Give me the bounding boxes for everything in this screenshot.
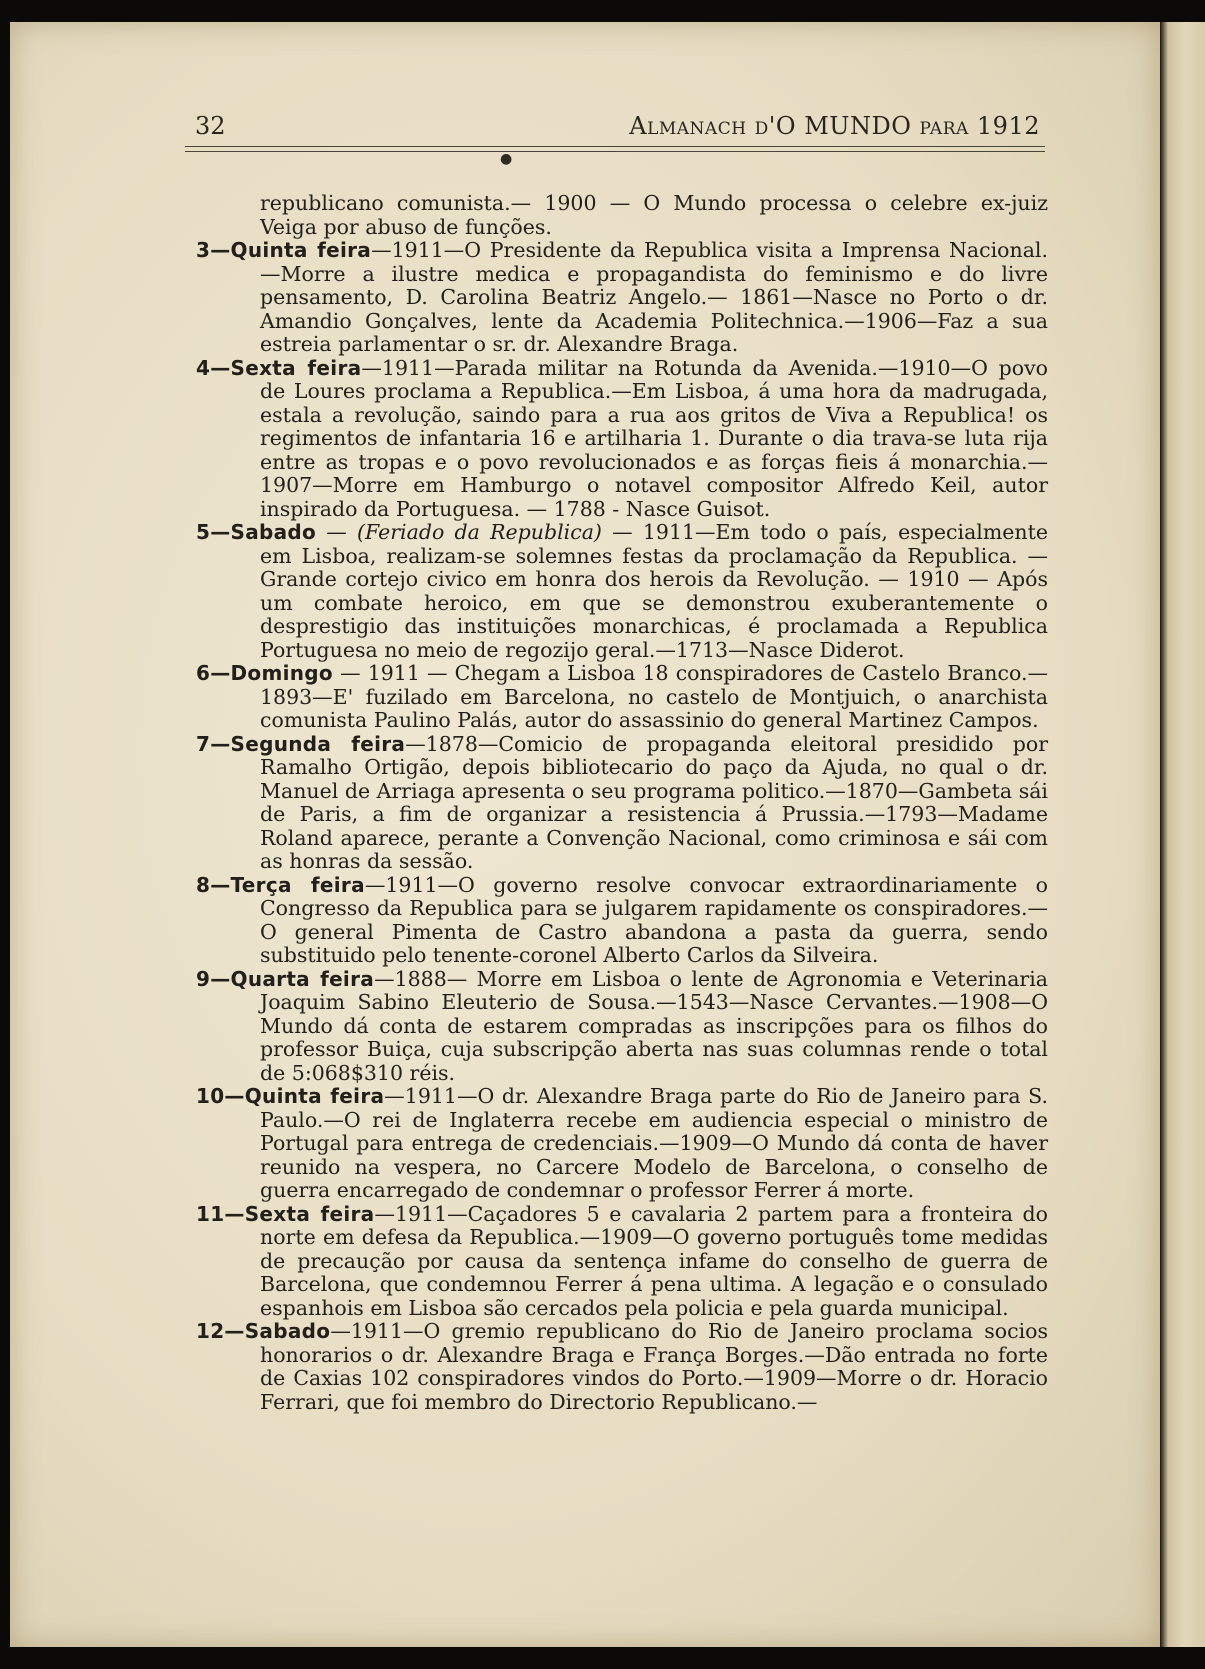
intro-text: republicano comunista.— 1900 — O Mundo processa o celebre ex-juiz Veiga por abuso de funções. [260, 191, 1048, 239]
entry-text: —1911—Caçadores 5 e cavalaria 2 partem para a fronteira do norte em defesa da Republica.—1909—O governo português tome medidas de precaução por causa da sentença infame do conselho de guerra de Barcelona, que condemnou Ferrer á pena ultima. A legação e o consulado espanhois em Lisboa são cercados pela policia e pela guarda municipal. [260, 1201, 1049, 1320]
entry-7 [196, 733, 1048, 874]
page-number: 32 [195, 112, 226, 140]
entry-text: —1911—O dr. Alexandre Braga parte do Rio de Janeiro para S. Paulo.—O rei de Inglaterra recebe em audiencia especial o ministro de Portugal para entrega de credenciais.—1909—O Mundo dá conta de haver reunido na vespera, no Carcere Modelo de Barcelona, o conselho de guerra encarregado de condemnar o professor Ferrer á morte. [260, 1084, 1049, 1202]
entry-text: — 1911 — Chegam a Lisboa 18 conspiradores de Castelo Branco.—1893—E' fuzilado em Barcelona, no castelo de Montjuich, o anarchista comunista Paulino Palás, autor do assassinio do general Martinez Campos. [260, 661, 1048, 732]
calendar-text [196, 192, 1048, 1414]
entry-9 [196, 968, 1048, 1086]
intro-paragraph [196, 192, 1048, 239]
day-label: 3—Quinta feira [196, 238, 372, 262]
day-label: 11—Sexta feira [196, 1201, 375, 1226]
ornament-dot: ● [500, 151, 513, 167]
entry-8 [196, 874, 1048, 968]
entry-text: —1878—Comicio de propaganda eleitoral presidido por Ramalho Ortigão, depois bibliotecario do paço da Ajuda, no qual o dr. Manuel de Arriaga apresenta o seu programa politico.—1870—Gambeta sái de Paris, a fim de organizar a resistencia á Prussia.—1793—Madame Roland aparece, perante a Convenção Nacional, como criminosa e sái com as honras da sessão. [260, 731, 1048, 873]
day-label: 12—Sabado [196, 1319, 331, 1343]
entry-text: —1911—O Presidente da Republica visita a Imprensa Nacional.—Morre a ilustre medica e propagandista do feminismo e do livre pensamento, D. Carolina Beatriz Angelo.— 1861—Nasce no Porto o dr. Amandio Gonçalves, lente da Academia Politechnica.—1906—Faz a sua estreia parlamentar o sr. dr. Alexandre Braga. [260, 238, 1049, 356]
entry-11 [196, 1203, 1048, 1321]
entry-10 [196, 1085, 1048, 1203]
day-label: 7—Segunda feira [196, 731, 406, 756]
day-label: 8—Terça feira [196, 872, 365, 897]
day-label: 9—Quarta feira [196, 966, 375, 991]
entry-3 [196, 239, 1048, 357]
entry-4 [196, 357, 1048, 522]
header-rule [185, 146, 1045, 152]
entry-text: —1911—O governo resolve convocar extraordinariamente o Congresso da Republica para se julgarem rapidamente os conspiradores.—O general Pimenta de Castro abandona a pasta da guerra, sendo substituido pelo tenente-coronel Alberto Carlos da Silveira. [260, 872, 1049, 967]
page-header [185, 108, 1045, 144]
day-label: 5—Sabado [196, 520, 317, 544]
entry-5 [196, 521, 1048, 662]
next-page-edge [1160, 22, 1205, 1647]
day-label: 4—Sexta feira [196, 355, 362, 380]
entry-6 [196, 662, 1048, 733]
entry-text: — 1911—Em todo o país, especialmente em Lisboa, realizam-se solemnes festas da proclamação da Republica. —Grande cortejo civico em honra dos herois da Revolução. — 1910 — Após um combate heroico, em que se demonstrou exuberantemente o desprestigio das instituições monarchicas, é proclamada a Republica Portuguesa no meio de regozijo geral.—1713—Nasce Diderot. [260, 520, 1048, 662]
day-label: 10—Quinta feira [196, 1084, 385, 1108]
entry-text: —1888— Morre em Lisboa o lente de Agronomia e Veterinaria Joaquim Sabino Eleuterio de Sousa.—1543—Nasce Cervantes.—1908—O Mundo dá conta de estarem compradas as inscripções para os filhos do professor Buiça, cuja subscripção aberta nas suas columnas rende o total de 5:068$310 réis. [260, 966, 1049, 1085]
running-title: Almanach d'O MUNDO para 1912 [629, 112, 1040, 140]
entry-12 [196, 1320, 1048, 1414]
entry-text: —1911—O gremio republicano do Rio de Janeiro proclama socios honorarios o dr. Alexandre Braga e França Borges.—Dão entrada no forte de Caxias 102 conspiradores vindos do Porto.—1909—Morre o dr. Horacio Ferrari, que foi membro do Directorio Republicano.— [260, 1319, 1048, 1414]
entry-text: —1911—Parada militar na Rotunda da Avenida.—1910—O povo de Loures proclama a Republica.—Em Lisboa, á uma hora da madrugada, estala a revolução, saindo para a rua aos gritos de Viva a Republica! os regimentos de infantaria 16 e artilharia 1. Durante o dia trava-se luta rija entre as tropas e o povo revolucionados e as forças fieis á monarchia.—1907—Morre em Hamburgo o notavel compositor Alfredo Keil, autor inspirado da Portuguesa. — 1788 - Nasce Guisot. [260, 355, 1048, 521]
day-label: 6—Domingo [196, 661, 333, 685]
holiday-note: — (Feriado da Republica) [316, 520, 602, 544]
